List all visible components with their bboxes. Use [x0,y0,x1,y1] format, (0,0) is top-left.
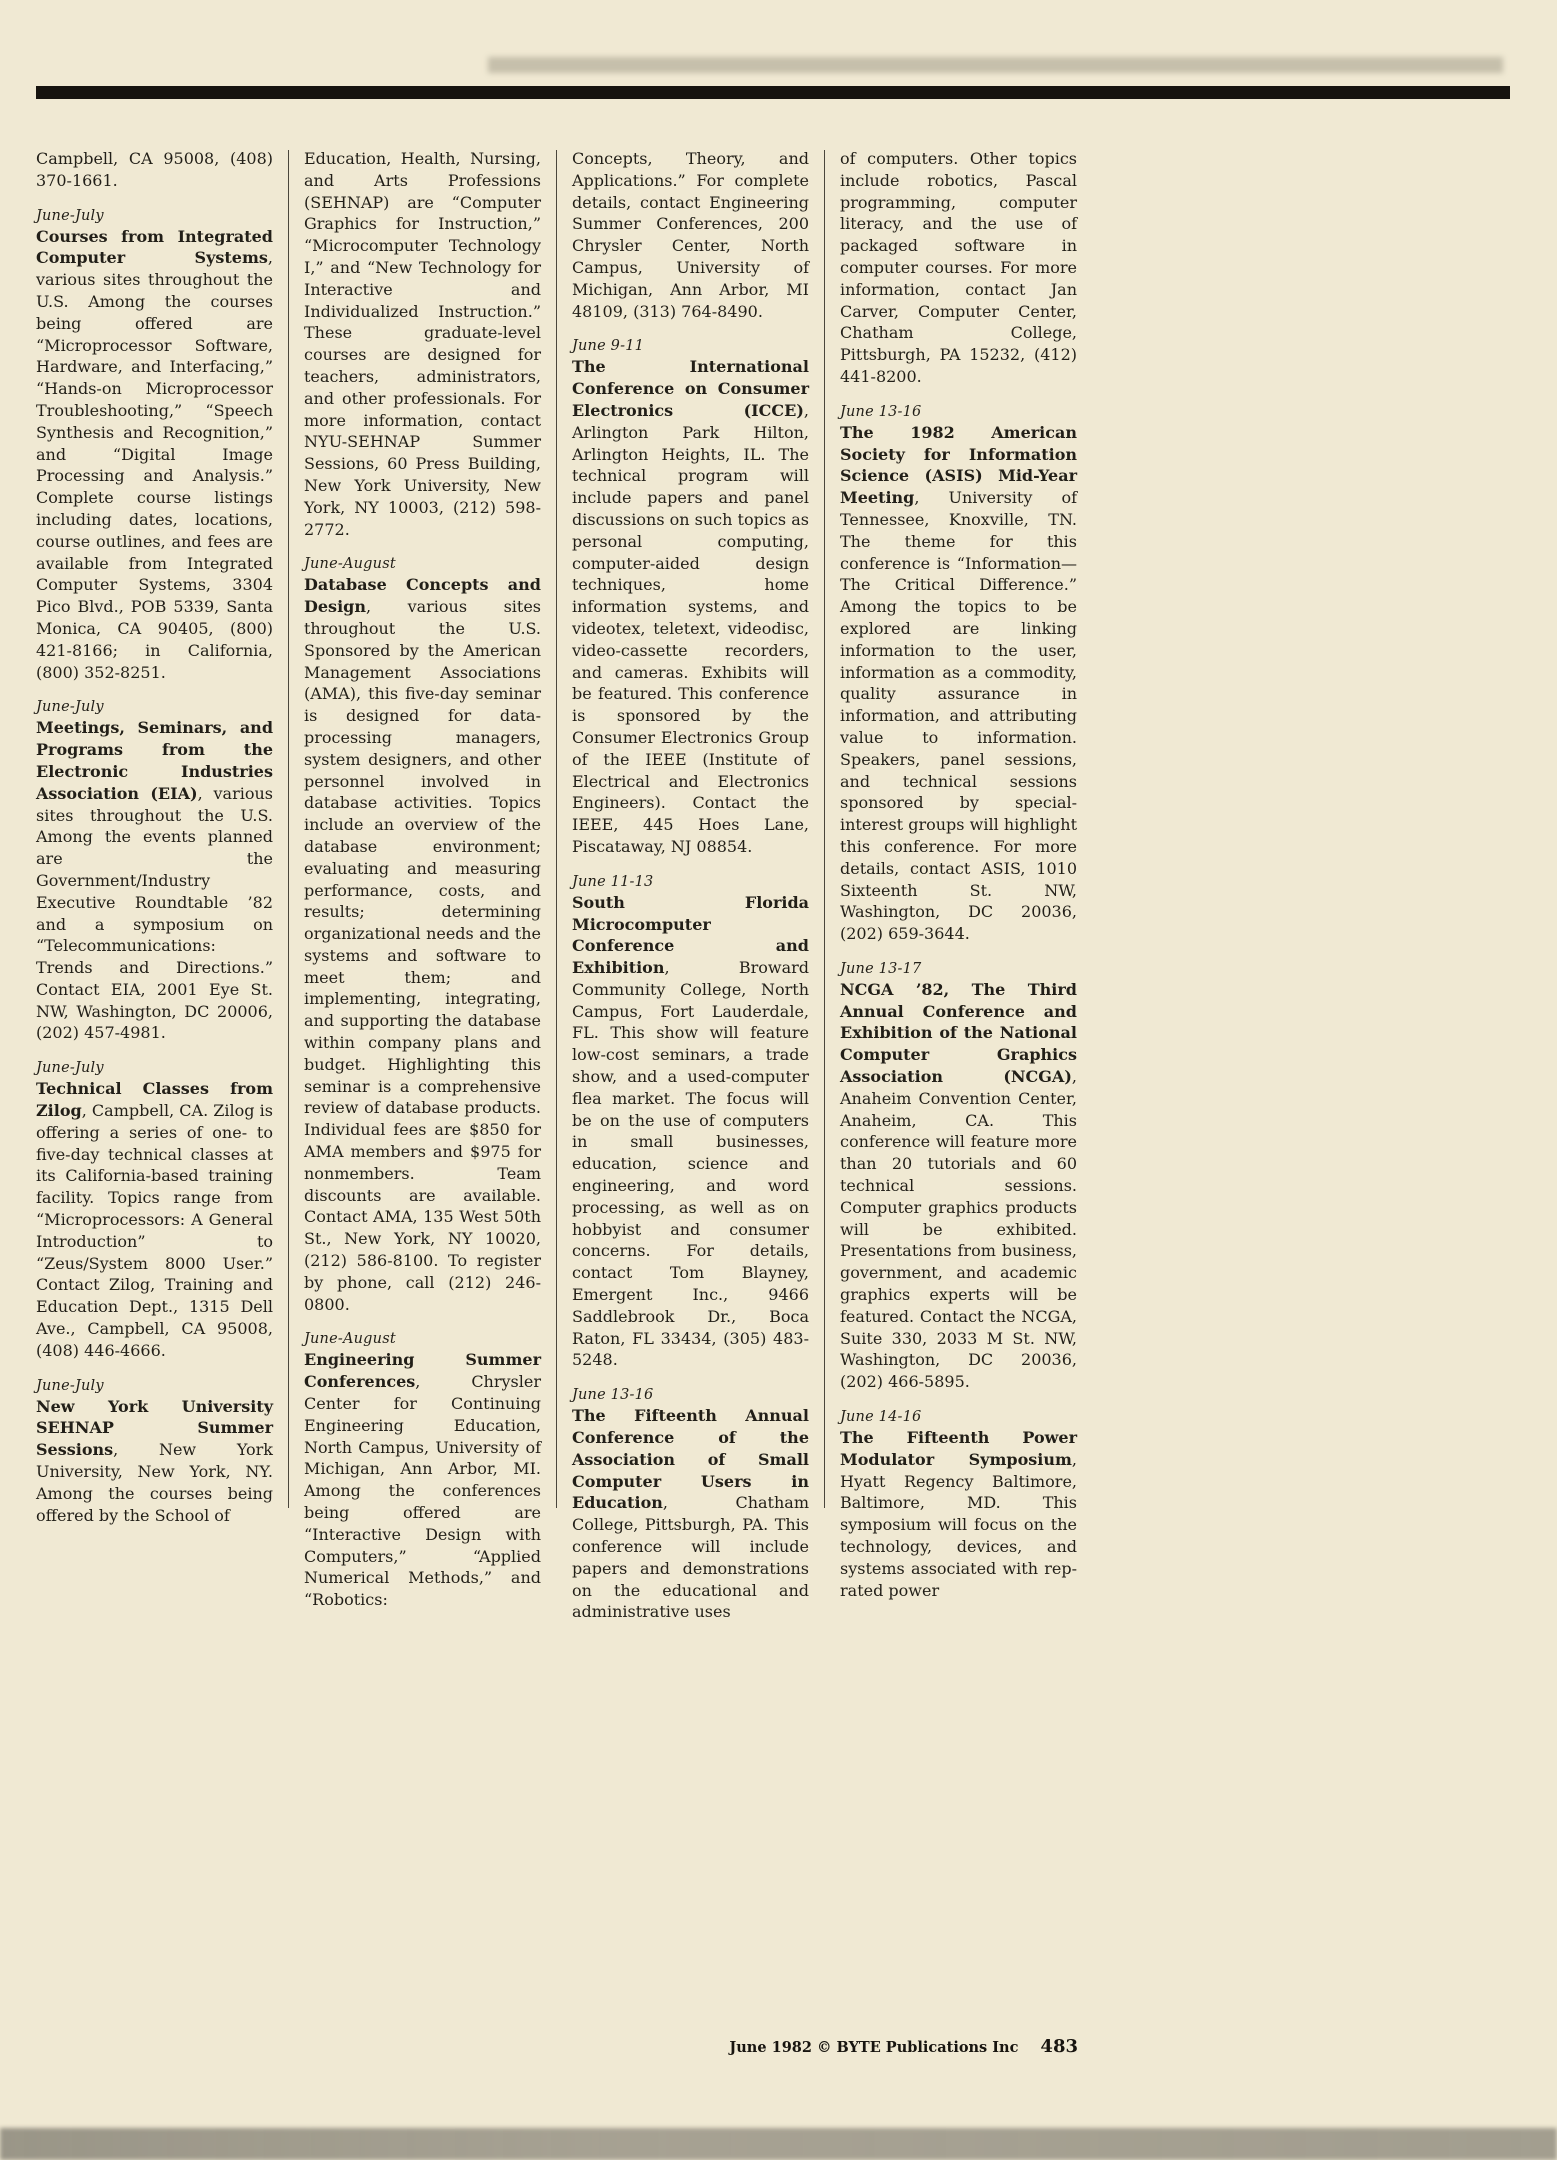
column-divider-rule [824,150,825,1508]
text-column-1 [36,148,273,1526]
event-date: June 13-17 [840,960,922,977]
event-queue-columns [36,148,1077,1623]
event-date: June-August [304,1331,396,1348]
event-entry: South Florida Microcomputer Conference and Exhibition, Broward Community College, North Campus, Fort Lauderdale, FL. This show will feature low-cost seminars, a trade show, and a used-computer flea market. The focus will be on the use of computers in small businesses, education, science and engineering, and word processing, as well as on hobbyist and consumer concerns. For details, contact Tom Blayney, Emergent Inc., 9466 Saddlebrook Dr., Boca Raton, FL 33434, (305) 483-5248. [572,892,809,1370]
text-column-3 [572,148,809,1623]
event-title: Courses from Integrated Computer Systems [36,226,273,268]
event-title: Meetings, Seminars, and Programs from the Electronic Industries Association (EIA) [36,718,273,803]
event-title: Database Concepts and Design [304,575,541,617]
event-title: South Florida Microcomputer Conference and Exhibition [572,892,809,978]
event-title: The Fifteenth Annual Conference of the Association of Small Computer Users in Education [572,1406,809,1513]
event-entry: NCGA ’82, The Third Annual Conference and Exhibition of the National Computer Graphics Association (NCGA), Anaheim Convention Center, Anaheim, CA. This conference will feature more than 20 tutorials and 60 technical sessions. Computer graphics products will be exhibited. Presentations from business, government, and academic graphics experts will be featured. Contact the NCGA, Suite 330, 2033 M St. NW, Washington, DC 20036, (202) 466-5895. [840,979,1077,1392]
event-date: June 9-11 [572,338,645,355]
event-entry: Database Concepts and Design, various sites throughout the U.S. Sponsored by the American Management Associations (AMA), this five-day seminar is designed for data-processing managers, system designers, and other personnel involved in database activities. Topics include an overview of the database environment; evaluating and measuring performance, costs, and results; determining organizational needs and the systems and software to meet them; and implementing, integrating, and supporting the database within company plans and budget. Highlighting this seminar is a comprehensive review of database products. Individual fees are $850 for AMA members and $975 for nonmembers. Team discounts are available. Contact AMA, 135 West 50th St., New York, NY 10020, (212) 586-8100. To register by phone, call (212) 246-0800. [304,575,541,1314]
event-entry: Technical Classes from Zilog, Campbell, CA. Zilog is offering a series of one- to five-day technical classes at its California-based training facility. Topics range from “Microprocessors: A General Introduction” to “Zeus/System 8000 User.” Contact Zilog, Training and Education Dept., 1315 Dell Ave., Campbell, CA 95008, (408) 446-4666. [36,1079,273,1360]
event-date: June 13-16 [572,1387,654,1404]
top-rule [36,86,1510,99]
event-title: The International Conference on Consumer Electronics (ICCE) [572,357,809,420]
event-entry: Meetings, Seminars, and Programs from the Electronic Industries Association (EIA), various sites throughout the U.S. Among the events planned are the Government/Industry Executive Roundtable ’82 and a symposium on “Telecommunications: Trends and Directions.” Contact EIA, 2001 Eye St. NW, Washington, DC 20006, (202) 457-4981. [36,718,273,1043]
event-date: June 14-16 [840,1409,922,1426]
event-entry: The International Conference on Consumer Electronics (ICCE), Arlington Park Hilton, Arlington Heights, IL. The technical program will include papers and panel discussions on such topics as personal computing, computer-aided design techniques, home information systems, and videotex, teletext, videodisc, video-cassette recorders, and cameras. Exhibits will be featured. This conference is sponsored by the Consumer Electronics Group of the IEEE (Institute of Electrical and Electronics Engineers). Contact the IEEE, 445 Hoes Lane, Piscataway, NJ 08854. [572,357,809,856]
event-title: The Fifteenth Power Modulator Symposium [840,1428,1077,1469]
column-continuation-text: Campbell, CA 95008, (408) 370-1661. [36,149,273,190]
text-column-4 [840,148,1077,1601]
column-continuation-text: Concepts, Theory, and Applications.” For complete details, contact Engineering Summer Conferences, 200 Chrysler Center, North Campus, University of Michigan, Ann Arbor, MI 48109, (313) 764-8490. [572,149,809,321]
column-continuation-text: of computers. Other topics include robotics, Pascal programming, computer literacy, and the use of packaged software in computer courses. For more information, contact Jan Carver, Computer Center, Chatham College, Pittsburgh, PA 15232, (412) 441-8200. [840,149,1077,386]
event-entry: New York University SEHNAP Summer Sessions, New York University, New York, NY. Among the courses being offered by the School of [36,1396,273,1525]
event-date: June 13-16 [840,403,922,420]
event-entry: The Fifteenth Power Modulator Symposium, Hyatt Regency Baltimore, Baltimore, MD. This symposium will focus on the technology, devices, and systems associated with rep-rated power [840,1428,1077,1600]
print-bleed-bottom [0,2128,1557,2160]
event-entry: The 1982 American Society for Information Science (ASIS) Mid-Year Meeting, University of Tennessee, Knoxville, TN. The theme for this conference is “Information—The Critical Difference.” Among the topics to be explored are linking information to the user, information as a commodity, quality assurance in information, and attributing value to information. Speakers, panel sessions, and technical sessions sponsored by special-interest groups will highlight this conference. For more details, contact ASIS, 1010 Sixteenth St. NW, Washington, DC 20036, (202) 659-3644. [840,422,1077,944]
event-date: June-July [36,699,104,716]
event-date: June-August [304,556,396,573]
column-continuation-text: Education, Health, Nursing, and Arts Professions (SEHNAP) are “Computer Graphics for Instruction,” “Microcomputer Technology I,” and “New Technology for Interactive and Individualized Instruction.” These graduate-level courses are designed for teachers, administrators, and other professionals. For more information, contact NYU-SEHNAP Summer Sessions, 60 Press Building, New York University, New York, NY 10003, (212) 598-2772. [304,149,541,539]
event-date: June-July [36,207,104,224]
footer-imprint: June 1982 © BYTE Publications Inc [729,2039,1019,2056]
event-entry: The Fifteenth Annual Conference of the Association of Small Computer Users in Education, Chatham College, Pittsburgh, PA. This conference will include papers and demonstrations on the educational and administrative uses [572,1406,809,1622]
page-footer [36,2036,1078,2057]
event-title: The 1982 American Society for Information Science (ASIS) Mid-Year Meeting [840,422,1077,508]
print-bleed-top [488,57,1503,73]
column-divider-rule [556,150,557,1508]
event-title: New York University SEHNAP Summer Sessions [36,1396,273,1460]
event-title: Technical Classes from Zilog [36,1079,273,1121]
event-entry: Courses from Integrated Computer Systems, various sites throughout the U.S. Among the courses being offered are “Microprocessor Software, Hardware, and Interfacing,” “Hands-on Microprocessor Troubleshooting,” “Speech Synthesis and Recognition,” and “Digital Image Processing and Analysis.” Complete course listings including dates, locations, course outlines, and fees are available from Integrated Computer Systems, 3304 Pico Blvd., POB 5339, Santa Monica, CA 90405, (800) 421-8166; in California, (800) 352-8251. [36,226,273,682]
event-title: Engineering Summer Conferences [304,1350,541,1392]
event-title: NCGA ’82, The Third Annual Conference and Exhibition of the National Computer Graphics Association (NCGA) [840,979,1077,1087]
page-number: 483 [1040,2036,1078,2057]
event-entry: Engineering Summer Conferences, Chrysler Center for Continuing Engineering Education, North Campus, University of Michigan, Ann Arbor, MI. Among the conferences being offered are “Interactive Design with Computers,” “Applied Numerical Methods,” and “Robotics: [304,1350,541,1610]
event-date: June-July [36,1060,104,1077]
event-date: June-July [36,1377,104,1394]
event-date: June 11-13 [572,873,654,890]
text-column-2 [304,148,541,1611]
column-divider-rule [288,150,289,1508]
